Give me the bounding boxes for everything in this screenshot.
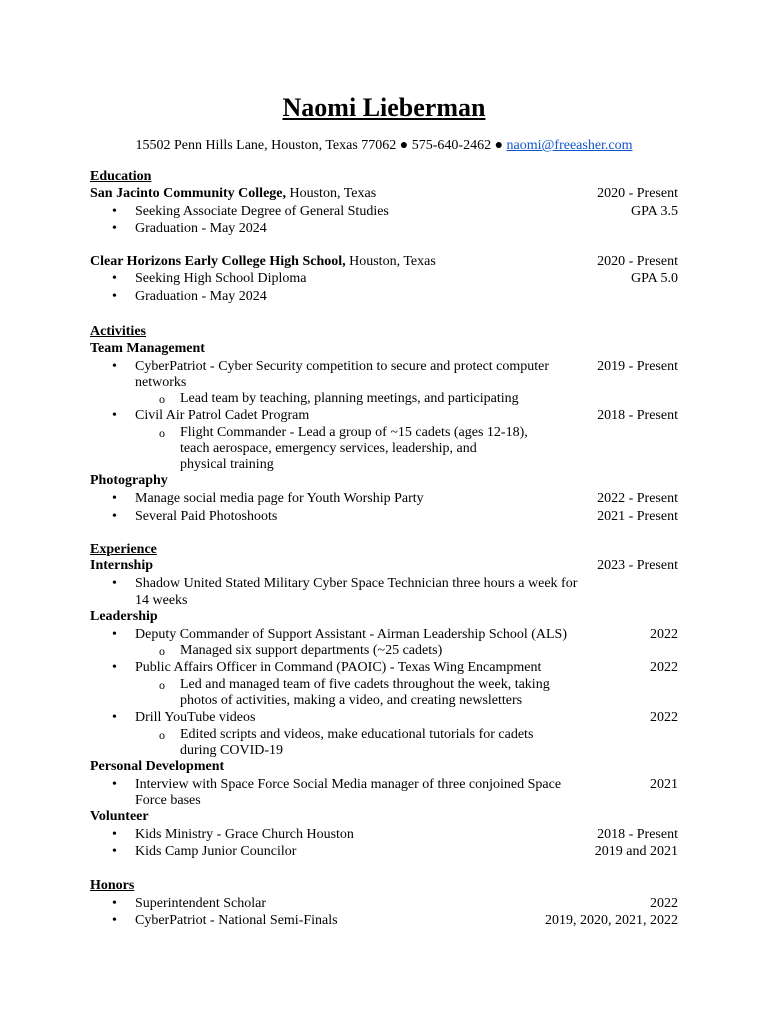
school-2-dates: 2020 - Present [597,254,678,269]
bullet-text: Manage social media page for Youth Worship Party [135,491,424,506]
bullet-text: Kids Ministry - Grace Church Houston [135,827,354,842]
bullet: • [112,627,117,642]
bullet-text: Drill YouTube videos [135,710,256,725]
list-item [90,912,678,930]
contact-line [0,136,768,156]
sub-bullet: o [159,392,165,406]
list-item [90,490,678,508]
sub-bullet: o [159,644,165,658]
internship-row [90,557,678,575]
contact-text: 15502 Penn Hills Lane, Houston, Texas 77062 ● 575-640-2462 ● [135,138,507,153]
bullet: • [112,221,117,236]
sub-bullet-text: teach aerospace, emergency services, leadership, and [180,441,477,456]
bullet-text: Shadow United Stated Military Cyber Space Technician three hours a week for [135,576,578,591]
list-item [90,659,678,677]
bullet: • [112,271,117,286]
year: 2022 [650,710,678,725]
sub-list-item [90,642,678,660]
bullet-text: CyberPatriot - National Semi-Finals [135,913,338,928]
sub-bullet: o [159,728,165,742]
bullet-text: Superintendent Scholar [135,896,267,911]
email-link[interactable]: naomi@freeasher.com [506,138,633,153]
list-item [90,220,678,238]
volunteer-heading: Volunteer [90,809,149,824]
sub-bullet-text: Flight Commander - Lead a group of ~15 cadets (ages 12-18), [180,425,528,440]
bullet: • [112,896,117,911]
bullet: • [112,827,117,842]
photography-heading: Photography [90,473,168,488]
list-item [90,895,678,913]
sub-bullet: o [159,678,165,692]
date-range: 2023 - Present [597,558,678,573]
team-management-heading: Team Management [90,341,205,356]
sub-bullet-text: physical training [180,457,274,472]
bullet-text: Seeking Associate Degree of General Studies [135,204,389,219]
list-item [90,203,678,221]
sub-bullet: o [159,426,165,440]
date-range: 2019 and 2021 [594,844,678,859]
date-range: 2019 - Present [597,359,678,374]
bullet: • [112,289,117,304]
school-1-gpa: GPA 3.5 [631,204,678,219]
bullet-text: networks [135,375,187,390]
bullet-text: Seeking High School Diploma [135,271,307,286]
resume-name: Naomi Lieberman [282,93,486,122]
year: 2022 [650,896,678,911]
date-range: 2021 - Present [597,509,678,524]
bullet: • [112,491,117,506]
sub-bullet-text: Led and managed team of five cadets throughout the week, taking [180,677,550,692]
bullet-text: Force bases [135,793,201,808]
year: 2021 [650,777,678,792]
school-2-gpa: GPA 5.0 [631,271,678,286]
bullet-text: CyberPatriot - Cyber Security competition to secure and protect computer [135,359,550,374]
bullet-text: Graduation - May 2024 [135,289,267,304]
experience-heading: Experience [90,542,157,557]
sub-bullet-text: Managed six support departments (~25 cadets) [180,643,443,658]
school-1-location: Houston, Texas [286,186,377,201]
bullet: • [112,408,117,423]
bullet-text: Kids Camp Junior Councilor [135,844,297,859]
sub-bullet-text: Lead team by teaching, planning meetings, and participating [180,391,519,406]
personal-development-heading: Personal Development [90,759,225,774]
list-item [90,270,678,288]
sub-bullet-text: Edited scripts and videos, make educational tutorials for cadets [180,727,534,742]
bullet-text: 14 weeks [135,593,188,608]
bullet: • [112,660,117,675]
bullet: • [112,777,117,792]
list-item [90,709,678,727]
bullet-text: Several Paid Photoshoots [135,509,278,524]
sub-bullet-text: photos of activities, making a video, and creating newsletters [180,693,523,708]
sub-bullet-text: during COVID-19 [180,743,284,758]
list-item [90,843,678,861]
year: 2022 [650,627,678,642]
date-range: 2018 - Present [597,408,678,423]
bullet-text: Interview with Space Force Social Media manager of three conjoined Space [135,777,562,792]
bullet-text: Graduation - May 2024 [135,221,267,236]
bullet-text: Deputy Commander of Support Assistant - Airman Leadership School (ALS) [135,627,567,642]
leadership-heading: Leadership [90,609,158,624]
sub-list-item [90,390,678,408]
date-range: 2018 - Present [597,827,678,842]
bullet: • [112,359,117,374]
activities-heading: Activities [90,324,146,339]
bullet: • [112,576,117,591]
bullet: • [112,913,117,928]
bullet: • [112,509,117,524]
school-1-row [90,185,678,203]
bullet-text: Public Affairs Officer in Command (PAOIC) - Texas Wing Encampment [135,660,542,675]
list-item [90,826,678,844]
education-heading: Education [90,169,152,184]
bullet: • [112,204,117,219]
list-item [90,575,678,593]
school-1-name: San Jacinto Community College, [90,186,286,201]
honors-heading: Honors [90,878,135,893]
school-1-dates: 2020 - Present [597,186,678,201]
date-range: 2022 - Present [597,491,678,506]
list-item [90,508,678,526]
school-2-name: Clear Horizons Early College High School, [90,254,346,269]
school-2-location: Houston, Texas [345,254,436,269]
sub-bullet-continuation [90,692,678,710]
school-2-row [90,253,678,271]
bullet: • [112,710,117,725]
bullet-text: Civil Air Patrol Cadet Program [135,408,310,423]
list-item [90,288,678,306]
internship-heading: Internship [90,558,154,573]
bullet: • [112,844,117,859]
list-item [90,407,678,425]
year: 2022 [650,660,678,675]
years: 2019, 2020, 2021, 2022 [545,913,678,928]
